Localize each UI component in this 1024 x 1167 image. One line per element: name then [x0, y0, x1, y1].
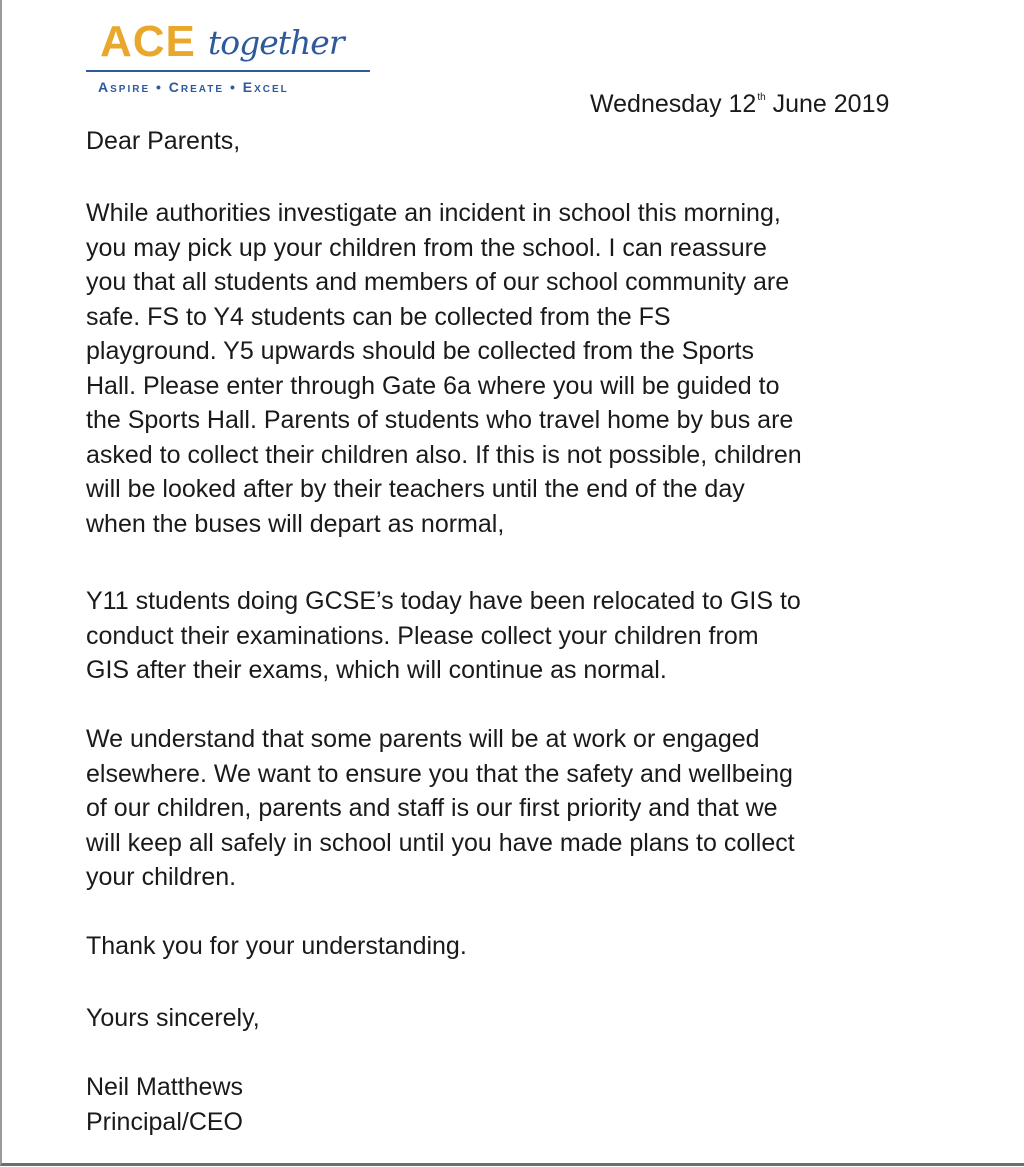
paragraph-line: safe. FS to Y4 students can be collected from the FS [86, 302, 671, 331]
logo-together-text: together [208, 23, 344, 62]
date-suffix: th [757, 92, 766, 103]
paragraph-line: the Sports Hall. Parents of students who travel home by bus are [86, 406, 794, 434]
paragraph-line: of our children, parents and staff is our first priority and that we [86, 794, 778, 822]
salutation: Dear Parents, [86, 127, 241, 155]
paragraph-line: Y11 students doing GCSE’s today have been relocated to GIS to [86, 587, 801, 615]
paragraph-line: Hall. Please enter through Gate 6a where you will be guided to [86, 371, 780, 400]
logo-tagline: Aspire • Create • Excel [98, 79, 289, 95]
paragraph-line: While authorities investigate an incident in school this morning, [86, 199, 781, 227]
logo-ace-text: ACE [100, 17, 196, 66]
logo-divider [86, 70, 370, 72]
school-logo [86, 17, 376, 105]
paragraph-line: asked to collect their children also. If this is not possible, children [86, 440, 802, 469]
paragraph-line: Thank you for your understanding. [86, 932, 467, 960]
paragraph-line: conduct their examinations. Please collect your children from [86, 621, 759, 650]
paragraph-line: your children. [86, 863, 237, 891]
closing: Yours sincerely, [86, 1004, 260, 1032]
signatory-title: Principal/CEO [86, 1108, 243, 1136]
letter-date [590, 89, 889, 119]
paragraph-line: playground. Y5 upwards should be collected from the Sports [86, 337, 754, 365]
paragraph-line: will be looked after by their teachers until the end of the day [86, 475, 745, 503]
date-rest: June 2019 [772, 90, 890, 118]
paragraph-line: you that all students and members of our school community are [86, 268, 790, 296]
signatory-name: Neil Matthews [86, 1073, 243, 1101]
paragraph-line: GIS after their exams, which will continue as normal. [86, 656, 667, 684]
paragraph-pickup-instructions [86, 196, 966, 541]
paragraph-thanks [86, 929, 966, 964]
paragraph-line: We understand that some parents will be at work or engaged [86, 725, 760, 753]
paragraph-line: will keep all safely in school until you have made plans to collect [86, 828, 795, 857]
paragraph-safety-assurance [86, 722, 966, 895]
paragraph-gcse-students [86, 584, 966, 688]
paragraph-line: you may pick up your children from the school. I can reassure [86, 233, 767, 262]
paragraph-line: when the buses will depart as normal, [86, 509, 505, 538]
date-day: Wednesday 12 [590, 90, 757, 118]
paragraph-line: elsewhere. We want to ensure you that the safety and wellbeing [86, 759, 793, 788]
